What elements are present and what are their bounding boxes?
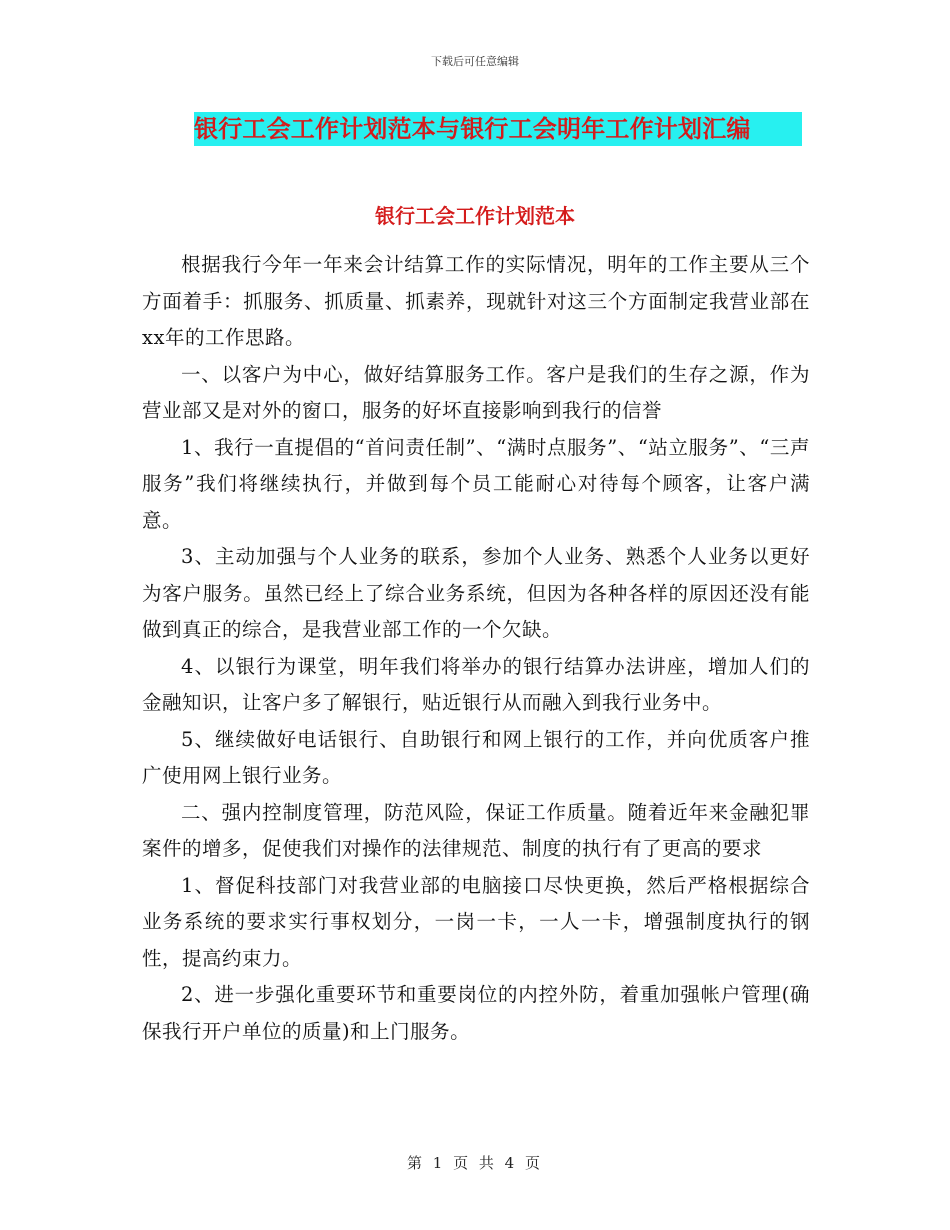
paragraph: 一、以客户为中心，做好结算服务工作。客户是我们的生存之源，作为营业部又是对外的窗口，服务的好坏直接影响到我行的信誉 xyxy=(142,362,810,422)
main-title-highlight xyxy=(194,112,802,146)
paragraph: 根据我行今年一年来会计结算工作的实际情况，明年的工作主要从三个方面着手：抓服务、抓质量、抓素养，现就针对这三个方面制定我营业部在xx年的工作思路。 xyxy=(142,253,810,349)
paragraph: 5、继续做好电话银行、自助银行和网上银行的工作，并向优质客户推广使用网上银行业务。 xyxy=(142,727,810,787)
paragraph: 二、强内控制度管理，防范风险，保证工作质量。随着近年来金融犯罪案件的增多，促使我们对操作的法律规范、制度的执行有了更高的要求 xyxy=(142,800,810,860)
page-number: 第 1 页 共 4 页 xyxy=(407,1154,543,1172)
section-title: 银行工会工作计划范本 xyxy=(375,204,575,228)
paragraph: 1、督促科技部门对我营业部的电脑接口尽快更换，然后严格根据综合业务系统的要求实行事权划分，一岗一卡，一人一卡，增强制度执行的钢性，提高约束力。 xyxy=(142,873,810,970)
paragraph: 2、进一步强化重要环节和重要岗位的内控外防，着重加强帐户管理(确保我行开户单位的质量)和上门服务。 xyxy=(142,983,810,1043)
paragraph: 1、我行一直提倡的“首问责任制”、“满时点服务”、“站立服务”、“三声服务”我们将继续执行，并做到每个员工能耐心对待每个顾客，让客户满意。 xyxy=(142,435,810,532)
main-title: 银行工会工作计划范本与银行工会明年工作计划汇编 xyxy=(194,114,751,143)
paragraph: 3、主动加强与个人业务的联系，参加个人业务、熟悉个人业务以更好为客户服务。虽然已经上了综合业务系统，但因为各种各样的原因还没有能做到真正的综合，是我营业部工作的一个欠缺。 xyxy=(142,545,810,641)
body-text xyxy=(142,247,810,1050)
header-note: 下载后可任意编辑 xyxy=(431,55,519,68)
paragraph: 4、以银行为课堂，明年我们将举办的银行结算办法讲座，增加人们的金融知识，让客户多了解银行，贴近银行从而融入到我行业务中。 xyxy=(142,654,810,714)
